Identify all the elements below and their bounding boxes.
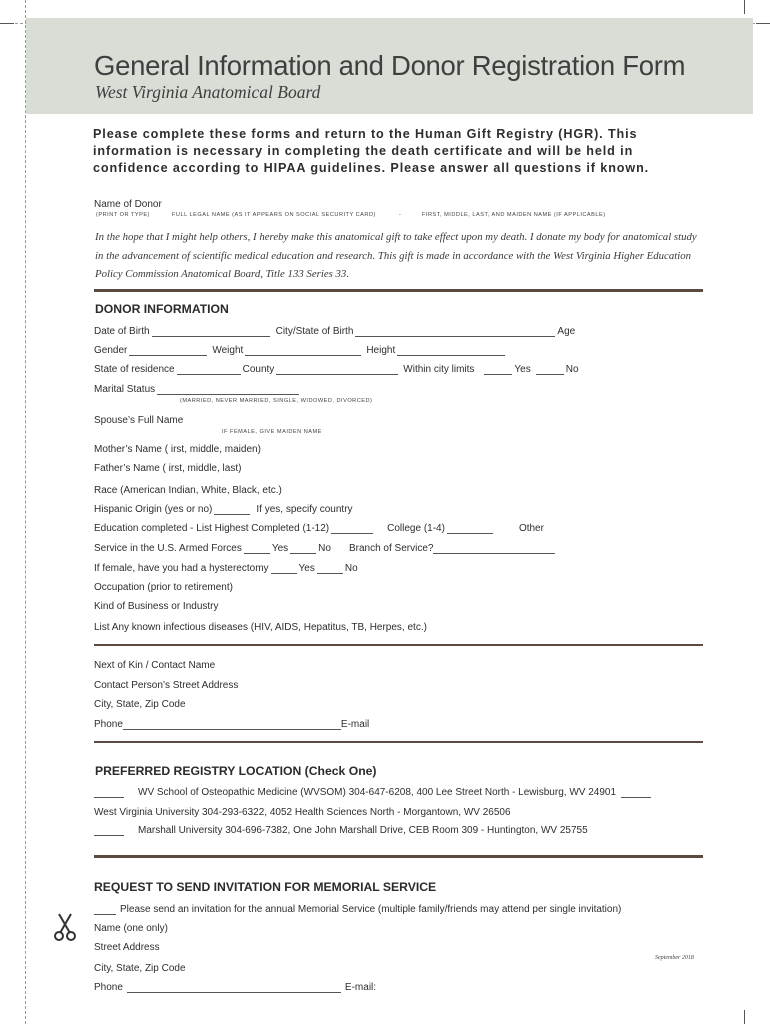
memorial-email-label: E-mail:: [344, 982, 377, 993]
college-field[interactable]: [447, 524, 493, 534]
hysterectomy-no-field[interactable]: [317, 564, 343, 574]
city-limits-no-label: No: [565, 364, 579, 375]
armed-forces-row: [94, 540, 704, 554]
county-label: County: [242, 364, 275, 375]
contact-street-row: [94, 677, 704, 691]
cut-line-vertical: [25, 0, 26, 1024]
marital-field[interactable]: [157, 385, 299, 395]
memorial-name-row: [94, 920, 704, 934]
mother-row: [94, 441, 704, 455]
hysterectomy-no-label: No: [344, 563, 358, 574]
business-row: [94, 598, 704, 612]
armed-forces-label: Service in the U.S. Armed Forces: [94, 543, 242, 554]
education-label: Education completed - List Highest Completed (1-12): [94, 523, 330, 534]
hispanic-field[interactable]: [214, 505, 250, 515]
armed-forces-no-label: No: [318, 543, 331, 554]
city-limits-no-field[interactable]: [536, 365, 564, 375]
height-field[interactable]: [397, 346, 505, 356]
marital-label: Marital Status: [94, 384, 156, 395]
memorial-request-row: [94, 901, 704, 915]
infectious-label: List Any known infectious diseases (HIV, AIDS, Hepatitus, TB, Herpes, etc.): [94, 622, 427, 633]
residence-label: State of residence: [94, 364, 175, 375]
memorial-phone-label: Phone: [94, 982, 123, 993]
donor-info-heading: DONOR INFORMATION: [95, 302, 229, 316]
contact-phone-row: [94, 716, 704, 730]
hysterectomy-row: [94, 560, 704, 574]
hispanic-row: [94, 501, 704, 515]
city-limits-yes-label: Yes: [514, 364, 531, 375]
dob-row: [94, 323, 704, 337]
business-label: Kind of Business or Industry: [94, 601, 219, 612]
instructions: Please complete these forms and return to the Human Gift Registry (HGR). This information is necessary in completing the death certificate and will be held in confidence according to HIPAA guidelines. Please answer all questions if known.: [93, 127, 650, 175]
memorial-request-check[interactable]: [94, 905, 116, 915]
age-label: Age: [557, 326, 576, 337]
residence-field[interactable]: [177, 365, 241, 375]
memorial-city-label: City, State, Zip Code: [94, 963, 186, 974]
race-row: [94, 482, 704, 496]
pledge-text: In the hope that I might help others, I hereby make this anatomical gift to take effect upon my death. I donate my body for anatomical study in the advancement of scientific medical education and research. This gift is made in accordance with the West Virginia Higher Education Policy Commission Anatomical Board, Title 133 Series 33.: [95, 231, 697, 280]
birth-place-label: City/State of Birth: [275, 326, 354, 337]
mother-label: Mother’s Name ( irst, middle, maiden): [94, 444, 261, 455]
education-row: [94, 520, 704, 534]
page-subtitle: West Virginia Anatomical Board: [95, 82, 321, 102]
memorial-street-label: Street Address: [94, 942, 160, 953]
contact-phone-label: Phone: [94, 719, 123, 730]
donor-name-hint-order: FIRST, MIDDLE, LAST, AND MAIDEN NAME (IF APPLICABLE): [422, 212, 606, 218]
section-divider: [94, 289, 703, 292]
registry-marshall-check[interactable]: [94, 826, 124, 836]
memorial-city-row: [94, 960, 704, 974]
revision-date: September 2018: [655, 955, 694, 961]
infectious-row: [94, 619, 704, 633]
crop-mark: [744, 0, 745, 14]
section-divider: [94, 855, 703, 858]
registry-wvsom-check-trailing[interactable]: [621, 788, 651, 798]
registry-wvu-row: [94, 804, 704, 818]
next-of-kin-row: [94, 657, 704, 671]
contact-city-row: [94, 696, 704, 710]
armed-forces-yes-field[interactable]: [244, 544, 270, 554]
spouse-hint: IF FEMALE, GIVE MAIDEN NAME: [222, 429, 322, 435]
crop-mark: [756, 23, 770, 24]
city-limits-yes-field[interactable]: [484, 365, 512, 375]
memorial-street-row: [94, 939, 704, 953]
donor-name-hint-dash: -: [399, 212, 402, 218]
registry-marshall-label: Marshall University 304-696-7382, One John Marshall Drive, CEB Room 309 - Huntington, WV 25755: [138, 825, 588, 836]
memorial-heading: REQUEST TO SEND INVITATION FOR MEMORIAL SERVICE: [94, 880, 437, 894]
donor-name-row: [94, 196, 704, 210]
armed-forces-no-field[interactable]: [290, 544, 316, 554]
father-row: [94, 460, 704, 474]
memorial-name-label: Name (one only): [94, 923, 168, 934]
donor-name-hint-legal: FULL LEGAL NAME (AS IT APPEARS ON SOCIAL SECURITY CARD): [172, 212, 376, 218]
father-label: Father’s Name ( irst, middle, last): [94, 463, 242, 474]
contact-city-label: City, State, Zip Code: [94, 699, 186, 710]
occupation-row: [94, 579, 704, 593]
college-label: College (1-4): [387, 523, 445, 534]
dob-field[interactable]: [152, 327, 270, 337]
branch-field[interactable]: [433, 544, 555, 554]
city-limits-label: Within city limits: [403, 364, 475, 375]
weight-label: Weight: [212, 345, 244, 356]
registry-wvsom-label: WV School of Osteopathic Medicine (WVSOM) 304-647-6208, 400 Lee Street North - Lewisburg, WV 24901: [138, 787, 617, 798]
section-divider: [94, 741, 703, 743]
contact-street-label: Contact Person’s Street Address: [94, 680, 239, 691]
hispanic-label: Hispanic Origin (yes or no): [94, 504, 213, 515]
memorial-phone-field[interactable]: [127, 983, 341, 993]
marital-hint: (MARRIED, NEVER MARRIED, SINGLE, WIDOWED, DIVORCED): [180, 398, 373, 404]
contact-phone-field[interactable]: [123, 720, 341, 730]
height-label: Height: [366, 345, 396, 356]
residence-row: [94, 361, 704, 375]
contact-email-label: E-mail: [340, 719, 370, 730]
weight-field[interactable]: [245, 346, 361, 356]
county-field[interactable]: [276, 365, 398, 375]
hispanic-specify-label: If yes, specify country: [256, 504, 353, 515]
page-title: General Information and Donor Registration Form: [94, 50, 686, 81]
occupation-label: Occupation (prior to retirement): [94, 582, 233, 593]
armed-forces-yes-label: Yes: [271, 543, 289, 554]
registry-wvu-label: West Virginia University 304-293-6322, 4052 Health Sciences North - Morgantown, WV 26506: [94, 807, 511, 818]
crop-mark: [744, 1010, 745, 1024]
hysterectomy-yes-field[interactable]: [271, 564, 297, 574]
birth-place-field[interactable]: [355, 327, 555, 337]
spouse-label: Spouse’s Full Name: [94, 415, 184, 426]
crop-mark: [0, 23, 14, 24]
registry-wvsom-check[interactable]: [94, 788, 124, 798]
marital-row: [94, 381, 704, 395]
hysterectomy-label: If female, have you had a hysterectomy: [94, 563, 269, 574]
memorial-request-label: Please send an invitation for the annual Memorial Service (multiple family/friends may attend per single invitation): [120, 904, 622, 915]
other-label: Other: [518, 523, 544, 534]
hysterectomy-yes-label: Yes: [298, 563, 315, 574]
branch-label: Branch of Service?: [348, 543, 434, 554]
race-label: Race (American Indian, White, Black, etc.): [94, 485, 282, 496]
registry-marshall-row: [94, 822, 704, 836]
spouse-row: [94, 412, 704, 426]
memorial-phone-row: [94, 979, 712, 993]
next-of-kin-label: Next of Kin / Contact Name: [94, 660, 216, 671]
gender-field[interactable]: [129, 346, 207, 356]
scissors-icon: [52, 912, 78, 942]
gender-label: Gender: [94, 345, 128, 356]
dob-label: Date of Birth: [94, 326, 150, 337]
donor-name-label: Name of Donor: [94, 199, 162, 210]
registry-heading: PREFERRED REGISTRY LOCATION (Check One): [95, 764, 377, 778]
donor-name-hint-print: (PRINT OR TYPE): [96, 212, 150, 218]
registry-wvsom-row: [94, 784, 653, 798]
section-divider: [94, 644, 703, 646]
education-field[interactable]: [331, 524, 373, 534]
gender-row: [94, 342, 704, 356]
